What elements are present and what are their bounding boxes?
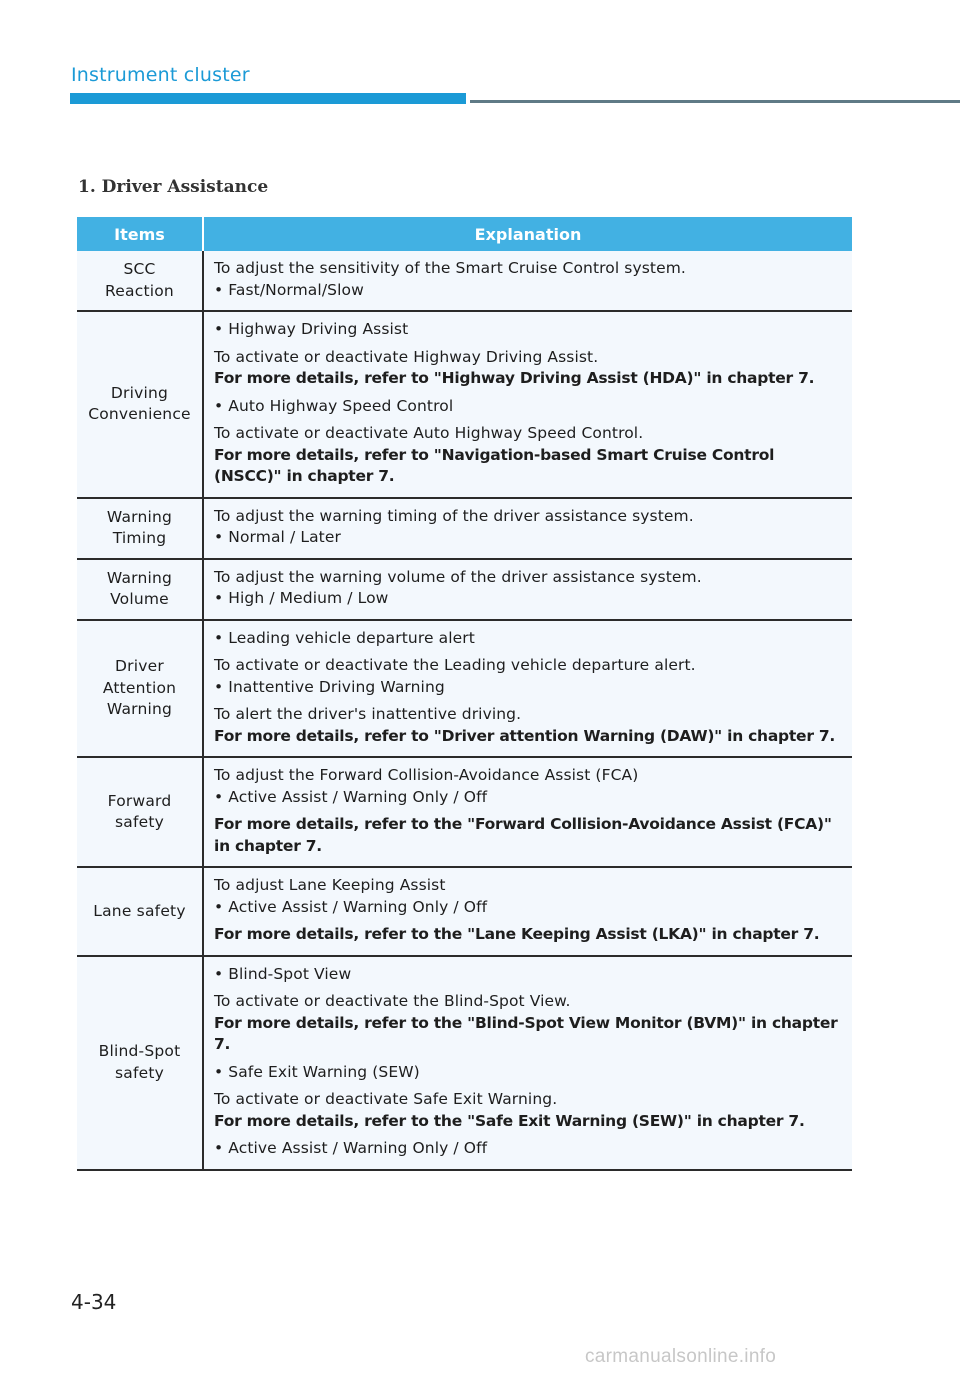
- explanation-text: • Highway Driving Assist: [214, 320, 409, 338]
- table-row: [77, 559, 852, 620]
- table-row: [77, 956, 852, 1170]
- item-label: Convenience: [88, 405, 191, 424]
- row-explanation-cell: [203, 620, 852, 758]
- explanation-text: To adjust the Forward Collision-Avoidance Assist (FCA): [214, 766, 639, 784]
- reference-note: For more details, refer to the "Lane Keeping Assist (LKA)" in chapter 7.: [214, 925, 820, 943]
- reference-note: For more details, refer to "Driver attention Warning (DAW)" in chapter 7.: [214, 726, 836, 745]
- explanation-text: To adjust the sensitivity of the Smart Cruise Control system.: [214, 259, 686, 277]
- row-explanation-cell: [203, 498, 852, 559]
- row-item-cell: [77, 311, 203, 498]
- reference-note: For more details, refer to "Navigation-based Smart Cruise Control (NSCC)" in chapter 7.: [214, 445, 775, 485]
- item-label: Timing: [112, 529, 167, 547]
- row-explanation-cell: [203, 867, 852, 956]
- table-row: [77, 498, 852, 559]
- item-label: Blind-Spot: [98, 1042, 181, 1060]
- explanation-text: To activate or deactivate the Blind-Spot View.: [214, 992, 571, 1010]
- column-header-items: Items: [77, 217, 203, 251]
- driver-assistance-table: [77, 217, 852, 1171]
- row-item-cell: [77, 251, 203, 311]
- table-row: [77, 311, 852, 498]
- explanation-text: • Safe Exit Warning (SEW): [214, 1062, 420, 1081]
- row-item-cell: [77, 956, 203, 1170]
- column-header-explanation: Explanation: [203, 217, 852, 251]
- page-number: 4-34: [71, 1290, 117, 1314]
- section-title: Instrument cluster: [71, 64, 250, 86]
- item-label: Driver: [115, 657, 164, 675]
- row-item-cell: [77, 620, 203, 758]
- explanation-text: • Active Assist / Warning Only / Off: [214, 1139, 488, 1157]
- item-label: Warning: [106, 507, 173, 526]
- page-heading: 1. Driver Assistance: [78, 177, 269, 197]
- explanation-text: To activate or deactivate Highway Driving Assist.: [214, 347, 599, 366]
- reference-note: For more details, refer to "Highway Driving Assist (HDA)" in chapter 7.: [214, 369, 815, 387]
- item-label: Warning: [106, 700, 173, 718]
- explanation-text: • Active Assist / Warning Only / Off: [214, 897, 488, 916]
- explanation-text: • High / Medium / Low: [214, 589, 389, 607]
- item-label: Warning: [106, 568, 173, 587]
- item-label: Reaction: [105, 281, 174, 300]
- row-item-cell: [77, 867, 203, 956]
- row-item-cell: [77, 498, 203, 559]
- explanation-text: To adjust the warning volume of the driver assistance system.: [214, 567, 702, 586]
- explanation-text: To activate or deactivate Safe Exit Warning.: [214, 1090, 558, 1108]
- explanation-text: • Fast/Normal/Slow: [214, 280, 364, 299]
- explanation-text: To activate or deactivate the Leading vehicle departure alert.: [214, 656, 696, 674]
- header-rule-accent: [70, 93, 466, 104]
- row-explanation-cell: [203, 956, 852, 1170]
- explanation-text: To activate or deactivate Auto Highway Speed Control.: [214, 424, 644, 442]
- item-label: Lane safety: [93, 901, 186, 920]
- row-explanation-cell: [203, 757, 852, 867]
- explanation-text: • Normal / Later: [214, 528, 341, 546]
- reference-note: For more details, refer to the "Forward Collision-Avoidance Assist (FCA)" in chapter 7.: [214, 815, 832, 855]
- explanation-text: To adjust Lane Keeping Assist: [214, 876, 446, 894]
- explanation-text: To adjust the warning timing of the driver assistance system.: [214, 506, 694, 525]
- explanation-text: • Auto Highway Speed Control: [214, 396, 454, 415]
- item-label: Attention: [102, 678, 177, 697]
- watermark: carmanualsonline.info: [585, 1346, 777, 1367]
- explanation-text: • Active Assist / Warning Only / Off: [214, 787, 488, 806]
- table-row: [77, 620, 852, 758]
- row-explanation-cell: [203, 251, 852, 311]
- header-rule: [470, 100, 960, 103]
- table-row: [77, 867, 852, 956]
- item-label: Volume: [110, 590, 169, 608]
- row-item-cell: [77, 757, 203, 867]
- table-body: [77, 251, 852, 1170]
- table-row: [77, 251, 852, 311]
- row-explanation-cell: [203, 311, 852, 498]
- explanation-text: • Inattentive Driving Warning: [214, 677, 445, 696]
- item-label: Forward: [107, 791, 172, 810]
- reference-note: For more details, refer to the "Safe Exit Warning (SEW)" in chapter 7.: [214, 1111, 805, 1130]
- explanation-text: • Blind-Spot View: [214, 964, 352, 983]
- explanation-text: To alert the driver's inattentive driving.: [214, 705, 522, 723]
- row-item-cell: [77, 559, 203, 620]
- row-explanation-cell: [203, 559, 852, 620]
- reference-note: For more details, refer to the "Blind-Spot View Monitor (BVM)" in chapter 7.: [214, 1013, 838, 1053]
- item-label: safety: [114, 1063, 165, 1082]
- item-label: safety: [114, 813, 165, 831]
- item-label: SCC: [123, 260, 156, 278]
- table-header-row: [77, 217, 852, 251]
- item-label: Driving: [110, 383, 169, 402]
- explanation-text: • Leading vehicle departure alert: [214, 628, 475, 647]
- table-row: [77, 757, 852, 867]
